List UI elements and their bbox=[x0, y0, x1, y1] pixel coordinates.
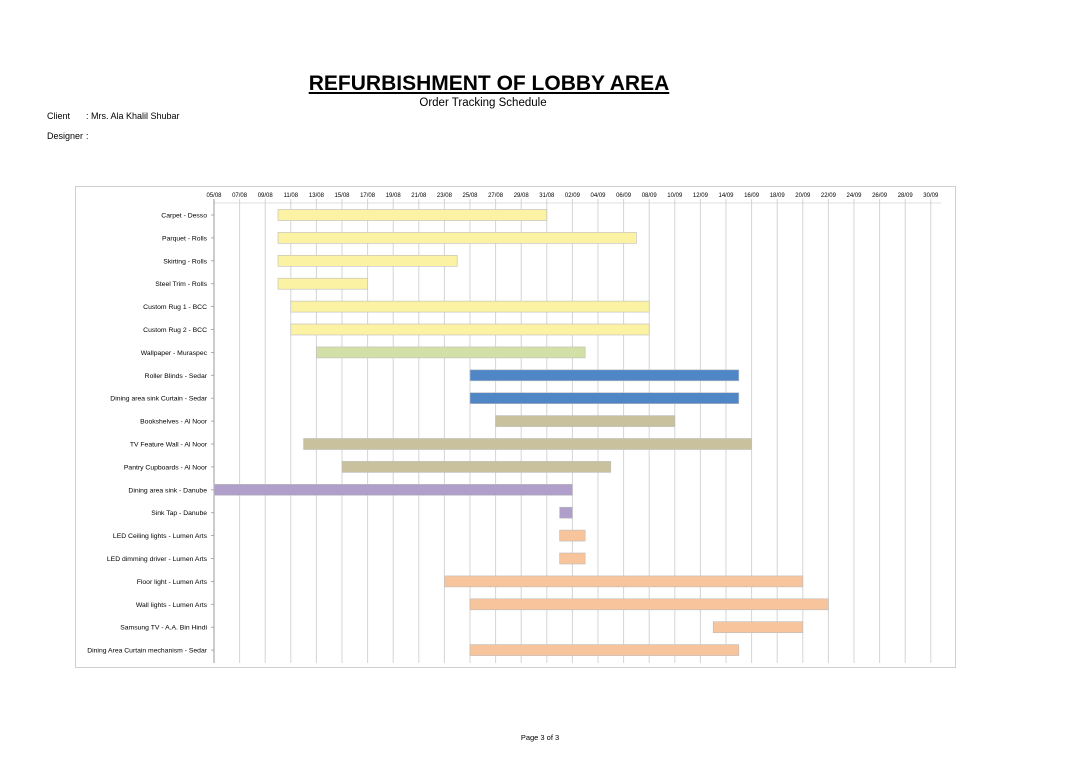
task-bar bbox=[560, 553, 586, 564]
x-tick-label: 07/08 bbox=[232, 193, 248, 199]
x-tick-label: 14/09 bbox=[718, 193, 734, 199]
x-tick-label: 17/08 bbox=[360, 193, 376, 199]
task-label: Custom Rug 1 - BCC bbox=[143, 304, 207, 312]
x-tick-label: 27/08 bbox=[488, 193, 504, 199]
x-tick-label: 26/09 bbox=[872, 193, 888, 199]
x-tick-label: 22/09 bbox=[820, 193, 836, 199]
task-bar bbox=[316, 347, 585, 358]
page-number: Page 3 of 3 bbox=[520, 733, 560, 742]
task-label: Dining area sink - Danube bbox=[128, 487, 207, 495]
task-bar bbox=[278, 278, 368, 289]
x-tick-label: 09/08 bbox=[257, 193, 273, 199]
x-tick-label: 06/09 bbox=[616, 193, 632, 199]
gantt-chart bbox=[76, 187, 955, 667]
task-bar bbox=[278, 232, 636, 243]
task-label: Dining area sink Curtain - Sedar bbox=[110, 395, 207, 403]
document-title: REFURBISHMENT OF LOBBY AREA bbox=[308, 72, 670, 95]
x-tick-label: 29/08 bbox=[513, 193, 529, 199]
task-bar bbox=[560, 530, 586, 541]
x-tick-label: 13/08 bbox=[308, 193, 324, 199]
task-label: LED dimming driver - Lumen Arts bbox=[106, 556, 207, 563]
task-label: Custom Rug 2 - BCC bbox=[143, 327, 207, 334]
task-bar bbox=[278, 210, 547, 221]
task-bar bbox=[278, 255, 457, 266]
task-bar bbox=[304, 439, 752, 450]
task-label: Skirting - Rolls bbox=[163, 258, 207, 266]
task-bar bbox=[214, 484, 572, 495]
task-bar bbox=[470, 645, 739, 656]
task-bar bbox=[560, 507, 573, 518]
x-tick-label: 23/08 bbox=[436, 193, 452, 199]
task-label: Roller Blinds - Sedar bbox=[144, 372, 207, 380]
x-tick-label: 25/08 bbox=[462, 193, 478, 199]
task-bar bbox=[470, 370, 739, 381]
task-label: Parquet - Rolls bbox=[162, 235, 207, 243]
client-value: : Mrs. Ala Khalil Shubar bbox=[86, 111, 180, 121]
task-label: Steel Trim - Rolls bbox=[155, 281, 207, 289]
x-tick-label: 31/08 bbox=[539, 193, 555, 199]
x-tick-label: 24/09 bbox=[846, 193, 862, 199]
task-bar bbox=[291, 324, 649, 335]
x-tick-label: 02/09 bbox=[564, 193, 580, 199]
task-bar bbox=[342, 461, 611, 472]
x-tick-label: 15/08 bbox=[334, 193, 350, 199]
task-bar bbox=[713, 622, 803, 633]
x-tick-label: 10/09 bbox=[667, 193, 683, 199]
task-label: Wall lights - Lumen Arts bbox=[135, 601, 207, 609]
task-bar bbox=[470, 393, 739, 404]
x-tick-label: 11/08 bbox=[283, 193, 299, 199]
task-bar bbox=[291, 301, 649, 312]
task-bar bbox=[496, 416, 675, 427]
task-label: Samsung TV - A.A. Bin Hindi bbox=[120, 624, 207, 632]
task-label: Sink Tap - Danube bbox=[151, 510, 207, 518]
task-label: Carpet - Desso bbox=[161, 212, 207, 220]
task-bar bbox=[444, 576, 802, 587]
task-label: Bookshelves - Al Noor bbox=[140, 418, 207, 426]
x-tick-label: 04/09 bbox=[590, 193, 606, 199]
task-label: Floor light - Lumen Arts bbox=[136, 578, 207, 586]
x-tick-label: 16/09 bbox=[744, 193, 760, 199]
x-tick-label: 30/09 bbox=[923, 193, 939, 199]
x-tick-label: 08/09 bbox=[641, 193, 657, 199]
gantt-chart-frame bbox=[75, 186, 956, 668]
x-tick-label: 12/09 bbox=[692, 193, 708, 199]
x-tick-label: 05/08 bbox=[206, 193, 222, 199]
x-tick-label: 20/09 bbox=[795, 193, 811, 199]
x-tick-label: 21/08 bbox=[411, 193, 427, 199]
designer-label: Designer bbox=[47, 131, 84, 141]
client-label: Client bbox=[47, 111, 71, 121]
task-label: Wallpaper - Muraspec bbox=[140, 349, 207, 357]
x-tick-label: 18/09 bbox=[769, 193, 785, 199]
task-label: Pantry Cupboards - Al Noor bbox=[123, 464, 207, 472]
task-label: TV Feature Wall - Al Noor bbox=[129, 441, 207, 449]
task-label: Dining Area Curtain mechanism - Sedar bbox=[87, 647, 207, 655]
task-label: LED Ceiling lights - Lumen Arts bbox=[112, 533, 207, 541]
x-tick-label: 28/09 bbox=[897, 193, 913, 199]
document-subtitle: Order Tracking Schedule bbox=[419, 97, 547, 109]
designer-value: : bbox=[86, 131, 89, 141]
task-bar bbox=[470, 599, 828, 610]
x-tick-label: 19/08 bbox=[385, 193, 401, 199]
